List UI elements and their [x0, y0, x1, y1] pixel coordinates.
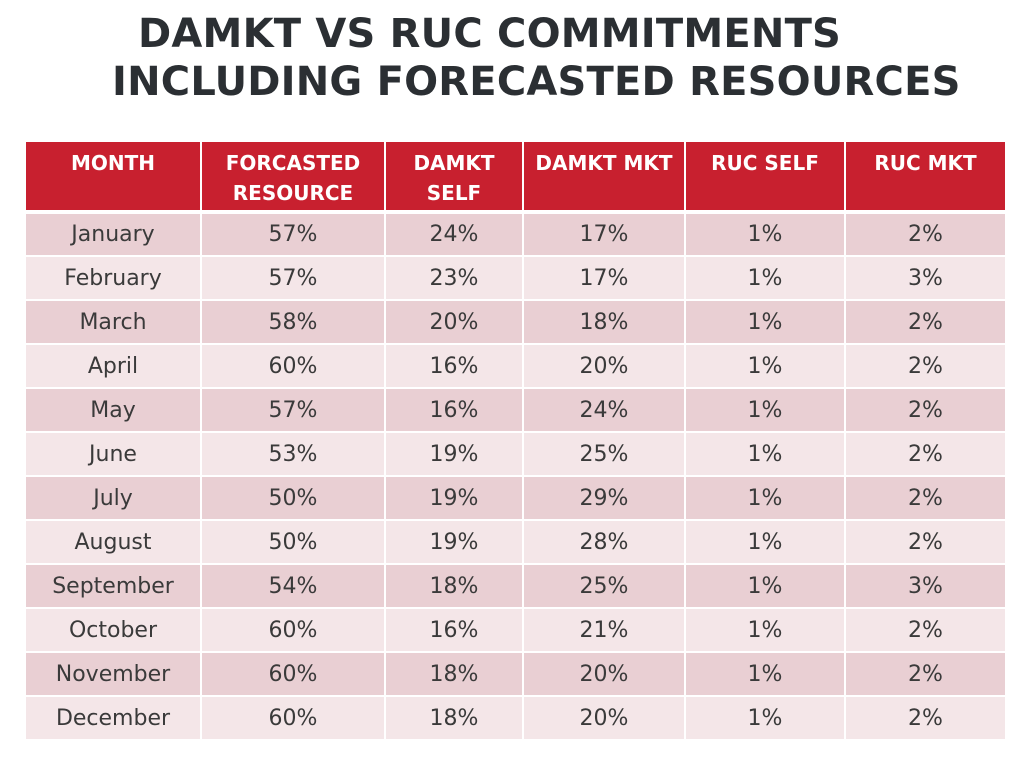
- ruc-mkt-cell: 2%: [845, 696, 1005, 740]
- ruc-self-cell: 1%: [685, 388, 845, 432]
- month-cell: April: [26, 344, 201, 388]
- forcasted-resource-cell: 53%: [201, 432, 385, 476]
- table-row: [26, 300, 1005, 344]
- damkt-self-cell: 16%: [385, 344, 523, 388]
- forcasted-resource-cell: 50%: [201, 520, 385, 564]
- month-cell: November: [26, 652, 201, 696]
- forcasted-resource-cell: 57%: [201, 388, 385, 432]
- month-cell: September: [26, 564, 201, 608]
- table-row: [26, 520, 1005, 564]
- ruc-mkt-cell: 3%: [845, 564, 1005, 608]
- table-row: [26, 432, 1005, 476]
- table-row: [26, 256, 1005, 300]
- table-row: [26, 608, 1005, 652]
- table-body: [26, 212, 1005, 740]
- damkt-self-cell: 20%: [385, 300, 523, 344]
- month-cell: July: [26, 476, 201, 520]
- damkt-self-cell: 16%: [385, 608, 523, 652]
- damkt-mkt-cell: 25%: [523, 432, 685, 476]
- forcasted-resource-cell: 60%: [201, 608, 385, 652]
- ruc-self-cell: 1%: [685, 256, 845, 300]
- table-header: [26, 142, 1005, 212]
- damkt-mkt-cell: 20%: [523, 344, 685, 388]
- damkt-mkt-cell: 24%: [523, 388, 685, 432]
- ruc-mkt-cell: 2%: [845, 344, 1005, 388]
- forcasted-resource-cell: 57%: [201, 212, 385, 256]
- damkt-self-cell: 19%: [385, 432, 523, 476]
- ruc-mkt-cell: 2%: [845, 212, 1005, 256]
- ruc-mkt-cell: 2%: [845, 300, 1005, 344]
- damkt-mkt-cell: 17%: [523, 256, 685, 300]
- table-row: [26, 476, 1005, 520]
- damkt-self-cell: 24%: [385, 212, 523, 256]
- ruc-self-cell: 1%: [685, 652, 845, 696]
- forcasted-resource-cell: 60%: [201, 344, 385, 388]
- title-line-2: INCLUDING FORECASTED RESOURCES: [112, 59, 961, 105]
- month-cell: October: [26, 608, 201, 652]
- forcasted-resource-cell: 60%: [201, 652, 385, 696]
- table-row: [26, 696, 1005, 740]
- table-row: [26, 212, 1005, 256]
- forcasted-resource-cell: 58%: [201, 300, 385, 344]
- damkt-mkt-cell: 20%: [523, 652, 685, 696]
- column-header-ruc-self: RUC SELF: [685, 142, 845, 212]
- ruc-mkt-cell: 2%: [845, 608, 1005, 652]
- column-header-month: MONTH: [26, 142, 201, 212]
- damkt-mkt-cell: 18%: [523, 300, 685, 344]
- forcasted-resource-cell: 54%: [201, 564, 385, 608]
- ruc-self-cell: 1%: [685, 696, 845, 740]
- damkt-self-cell: 19%: [385, 520, 523, 564]
- damkt-self-cell: 18%: [385, 696, 523, 740]
- forcasted-resource-cell: 50%: [201, 476, 385, 520]
- title-line-1: DAMKT VS RUC COMMITMENTS: [138, 11, 842, 57]
- table-row: [26, 388, 1005, 432]
- table-row: [26, 564, 1005, 608]
- ruc-self-cell: 1%: [685, 564, 845, 608]
- ruc-self-cell: 1%: [685, 608, 845, 652]
- commitments-table-container: [26, 142, 1005, 741]
- table-row: [26, 344, 1005, 388]
- forcasted-resource-cell: 57%: [201, 256, 385, 300]
- damkt-mkt-cell: 21%: [523, 608, 685, 652]
- forcasted-resource-cell: 60%: [201, 696, 385, 740]
- damkt-self-cell: 19%: [385, 476, 523, 520]
- month-cell: January: [26, 212, 201, 256]
- month-cell: December: [26, 696, 201, 740]
- ruc-self-cell: 1%: [685, 476, 845, 520]
- column-header-ruc-mkt: RUC MKT: [845, 142, 1005, 212]
- month-cell: June: [26, 432, 201, 476]
- damkt-self-cell: 16%: [385, 388, 523, 432]
- column-header-forcasted-resource: FORCASTED RESOURCE: [201, 142, 385, 212]
- ruc-mkt-cell: 2%: [845, 520, 1005, 564]
- column-header-damkt-mkt: DAMKT MKT: [523, 142, 685, 212]
- table-row: [26, 652, 1005, 696]
- damkt-mkt-cell: 17%: [523, 212, 685, 256]
- ruc-self-cell: 1%: [685, 432, 845, 476]
- damkt-self-cell: 23%: [385, 256, 523, 300]
- ruc-mkt-cell: 2%: [845, 476, 1005, 520]
- page-title: [0, 10, 1024, 106]
- damkt-self-cell: 18%: [385, 652, 523, 696]
- damkt-mkt-cell: 25%: [523, 564, 685, 608]
- ruc-mkt-cell: 2%: [845, 432, 1005, 476]
- ruc-mkt-cell: 2%: [845, 388, 1005, 432]
- damkt-mkt-cell: 20%: [523, 696, 685, 740]
- month-cell: February: [26, 256, 201, 300]
- column-header-damkt-self: DAMKT SELF: [385, 142, 523, 212]
- ruc-self-cell: 1%: [685, 520, 845, 564]
- damkt-self-cell: 18%: [385, 564, 523, 608]
- header-row: [26, 142, 1005, 212]
- month-cell: March: [26, 300, 201, 344]
- ruc-self-cell: 1%: [685, 344, 845, 388]
- damkt-mkt-cell: 28%: [523, 520, 685, 564]
- damkt-mkt-cell: 29%: [523, 476, 685, 520]
- ruc-mkt-cell: 3%: [845, 256, 1005, 300]
- month-cell: May: [26, 388, 201, 432]
- ruc-self-cell: 1%: [685, 212, 845, 256]
- ruc-self-cell: 1%: [685, 300, 845, 344]
- month-cell: August: [26, 520, 201, 564]
- ruc-mkt-cell: 2%: [845, 652, 1005, 696]
- commitments-table: [26, 142, 1005, 741]
